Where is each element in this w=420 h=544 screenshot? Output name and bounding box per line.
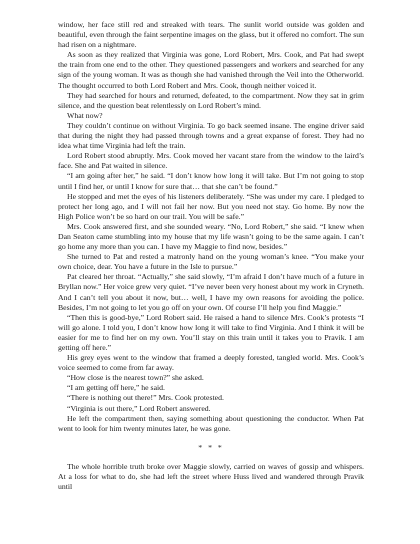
paragraph: The whole horrible truth broke over Maggie slowly, carried on waves of gossip and whispers. At a loss for what to do, she had left the street where Huss lived and wandered through Pravik until [58, 461, 364, 492]
paragraph: She turned to Pat and rested a matronly hand on the young woman’s knee. “You make your own choice, dear. You have a future in the Isle to pursue.” [58, 252, 364, 272]
paragraph: They had searched for hours and returned, defeated, to the compartment. Now they sat in grim silence, and the question beat relentlessly on Lord Robert’s mind. [58, 90, 364, 110]
paragraph: Mrs. Cook answered first, and she sounded weary. “No, Lord Robert,” she said. “I knew when Dan Seaton came stumbling into my house that my life wasn’t going to be the same again. I can’t go home any more than you can. I have my Maggie to find now, besides.” [58, 221, 364, 252]
paragraph: They couldn’t continue on without Virginia. To go back seemed insane. The engine driver said that during the night they had passed through towns and a great expanse of forest. They had no idea what time Virginia had left the train. [58, 120, 364, 151]
scene-break: * * * [198, 442, 224, 452]
paragraph: His grey eyes went to the window that framed a deeply forested, tangled world. Mrs. Cook’s voice seemed to come from far away. [58, 353, 364, 373]
body-text-top [58, 20, 364, 434]
paragraph: He left the compartment then, saying something about questioning the conductor. When Pat went to look for him twenty minutes later, he was gone. [58, 413, 364, 433]
paragraph: Lord Robert stood abruptly. Mrs. Cook moved her vacant stare from the window to the laird’s face. She and Pat waited in silence. [58, 151, 364, 171]
body-text-bottom [58, 462, 364, 492]
paragraph: “Virginia is out there,” Lord Robert answered. [67, 403, 211, 413]
paragraph: Pat cleared her throat. “Actually,” she said slowly, “I’m afraid I don’t have much of a future in Bryllan now.” Her voice grew very quiet. “I’ve never been very honest about my work in Cryneth. And I can’t tell you about it now, but… well, I have my own reasons for avoiding the police. Besides, I’m not going to let you go off on your own. Of course I’ll help you find Maggie.” [58, 272, 364, 312]
paragraph: “There is nothing out there!” Mrs. Cook protested. [67, 393, 224, 403]
paragraph: What now? [67, 110, 103, 120]
document-page [58, 20, 364, 492]
paragraph: “I am going after her,” he said. “I don’t know how long it will take. But I’m not going to stop until I find her, or until I know for sure that… that she can’t be found.” [58, 171, 364, 191]
paragraph: “How close is the nearest town?” she asked. [67, 373, 204, 383]
paragraph: He stopped and met the eyes of his listeners deliberately. “She was under my care. I pledged to protect her long ago, and I will not fail her now. But you need not stay. Go home. By now the High Police won’t be so hard on our trail. You will be safe.” [58, 191, 364, 221]
paragraph: “Then this is good-bye,” Lord Robert said. He raised a hand to silence Mrs. Cook’s protests “I will go alone. I told you, I don’t know how long it will take to find Virginia. And I think it will be easier for me to find her on my own. You’ll stay on this train until it takes you to Pravik. I am getting off here.” [58, 312, 364, 352]
paragraph: As soon as they realized that Virginia was gone, Lord Robert, Mrs. Cook, and Pat had swept the train from one end to the other. They questioned passengers and workers and searched for any sign of the young woman. It was as though she had vanished through the Veil into the Otherworld. The thought occurred to both Lord Robert and Mrs. Cook, though neither voiced it. [58, 50, 364, 90]
paragraph: “I am getting off here,” he said. [67, 383, 165, 393]
paragraph: window, her face still red and streaked with tears. The sunlit world outside was golden and beautiful, even through the faint serpentine images on the glass, but it offered no comfort. The sun had risen on a nightmare. [58, 20, 364, 50]
